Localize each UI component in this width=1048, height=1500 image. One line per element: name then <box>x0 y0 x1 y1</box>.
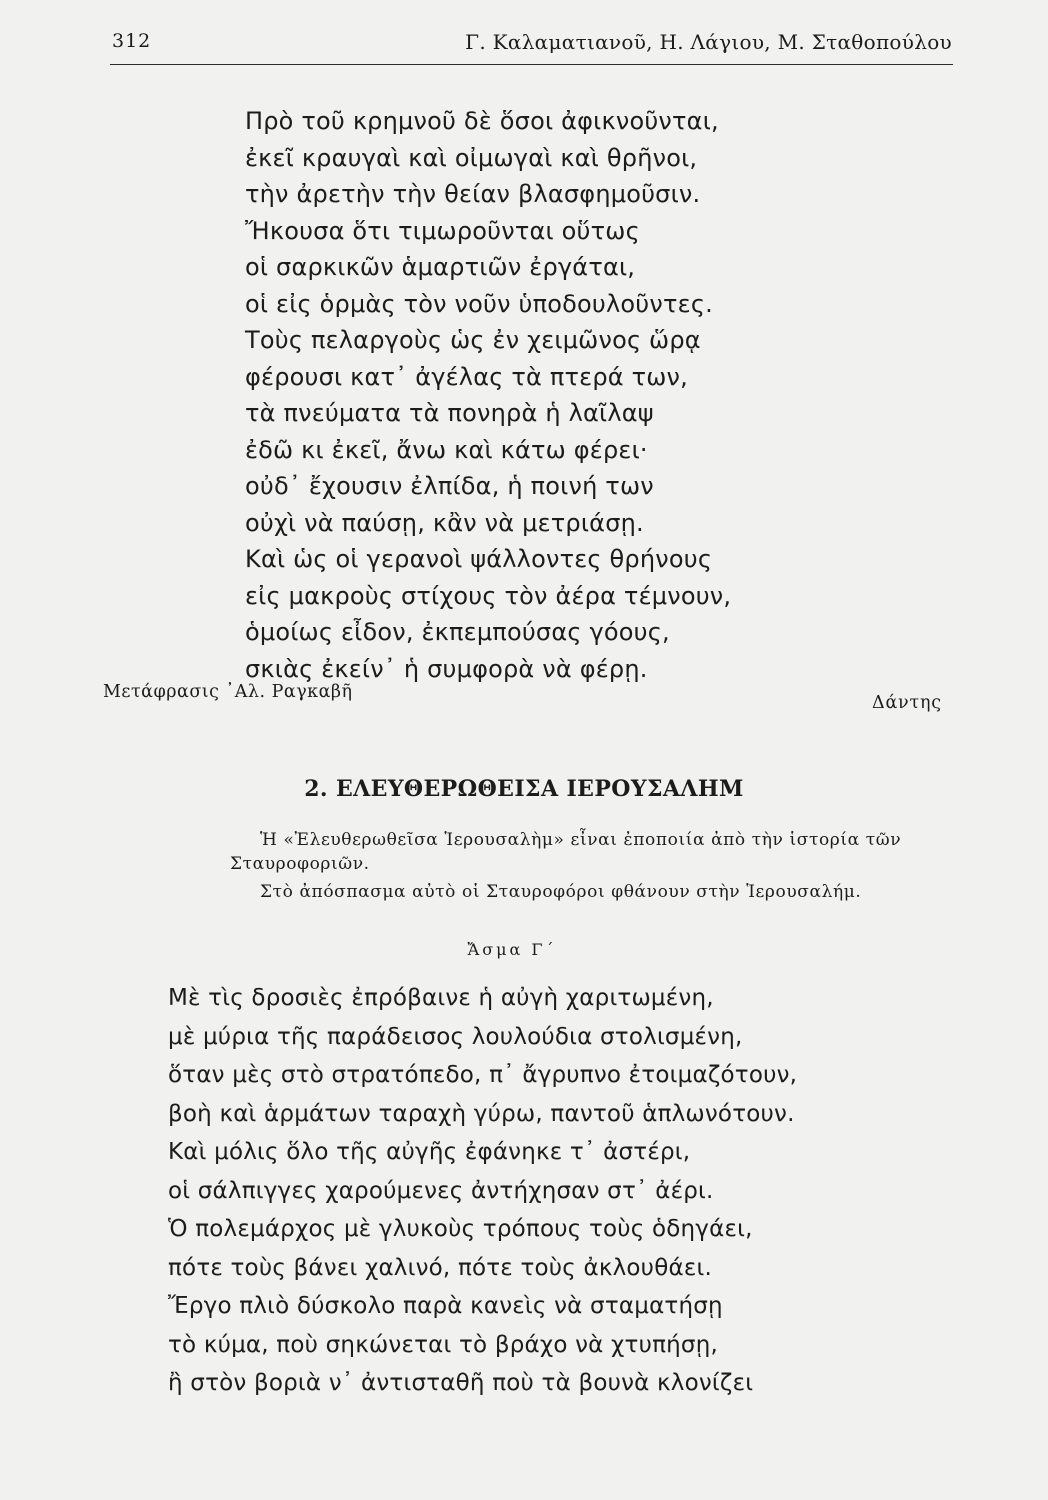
header-divider <box>110 64 953 65</box>
poem-line: Καὶ μόλις ὅλο τῆς αὐγῆς ἐφάνηκε τ᾽ ἀστέρι, <box>168 1139 691 1165</box>
poem-line: τὸ κύμα, ποὺ σηκώνεται τὸ βράχο νὰ χτυπήσῃ, <box>168 1331 718 1358</box>
poem-line: ἐδῶ κι ἐκεῖ, ἄνω καὶ κάτω φέρει· <box>245 435 648 464</box>
author-credit: Δάντης <box>872 693 942 713</box>
poem-line: σκιὰς ἐκείν᾽ ἡ συμφορὰ νὰ φέρῃ. <box>245 654 648 683</box>
intro-paragraph: Ἡ «Ἐλευθερωθεῖσα Ἱερουσαλὴμ» εἶναι ἐποποιία ἀπὸ τὴν ἱστορία τῶν Σταυροφοριῶν. <box>230 830 902 874</box>
poem-line: πότε τοὺς βάνει χαλινό, πότε τοὺς ἀκλουθάει. <box>168 1254 712 1281</box>
canto-label: Ἄσμα Γ´ <box>467 940 557 959</box>
poem-line: Ἤκουσα ὅτι τιμωροῦνται οὕτως <box>245 216 640 245</box>
poem-line: ὁμοίως εἶδον, ἐκπεμπούσας γόους, <box>245 618 670 646</box>
poem-line: τὴν ἀρετὴν τὴν θείαν βλασφημοῦσιν. <box>245 180 701 208</box>
page-number: 312 <box>112 30 152 52</box>
intro-paragraph: Στὸ ἀπόσπασμα αὐτὸ οἱ Σταυροφόροι φθάνουν στὴν Ἱερουσαλήμ. <box>260 882 862 902</box>
poem-line: Τοὺς πελαργοὺς ὡς ἐν χειμῶνος ὥρᾳ <box>245 326 701 354</box>
poem-line: τὰ πνεύματα τὰ πονηρὰ ἡ λαῖλαψ <box>245 399 654 427</box>
poem-line: φέρουσι κατ᾽ ἀγέλας τὰ πτερά των, <box>245 362 688 391</box>
poem-line: Μὲ τὶς δροσιὲς ἐπρόβαινε ἡ αὐγὴ χαριτωμένη, <box>168 985 714 1011</box>
translator-credit: Μετάφρασις ᾽Αλ. Ραγκαβῆ <box>103 682 353 702</box>
poem-line: εἰς μακροὺς στίχους τὸν ἀέρα τέμνουν, <box>245 581 732 610</box>
poem-jerusalem <box>168 979 928 1403</box>
poem-line: οὐχὶ νὰ παύσῃ, κἂν νὰ μετριάσῃ. <box>245 508 644 537</box>
poem-line: ὅταν μὲς στὸ στρατόπεδο, π᾽ ἄγρυπνο ἐτοιμαζότουν, <box>168 1062 798 1088</box>
poem-line: βοὴ καὶ ἁρμάτων ταραχὴ γύρω, παντοῦ ἁπλωνότουν. <box>168 1100 795 1127</box>
poem-dante <box>245 103 865 687</box>
poem-line: Πρὸ τοῦ κρημνοῦ δὲ ὅσοι ἀφικνοῦνται, <box>245 107 719 135</box>
poem-line: ἢ στὸν βοριὰ ν᾽ ἀντισταθῆ ποὺ τὰ βουνὰ κλονίζει <box>168 1370 754 1396</box>
canto-heading <box>0 940 1048 959</box>
poem-line: οὐδ᾽ ἔχουσιν ἐλπίδα, ἡ ποινή των <box>245 472 654 500</box>
poem-line: οἱ σάλπιγγες χαρούμενες ἀντήχησαν στ᾽ ἀέρι. <box>168 1177 714 1204</box>
section-intro <box>230 828 955 904</box>
section-title: 2. ΕΛΕΥΘΕΡΩΘΕΙΣΑ ΙΕΡΟΥΣΑΛΗΜ <box>304 776 744 802</box>
poem-line: μὲ μύρια τῆς παράδεισος λουλούδια στολισμένη, <box>168 1023 743 1050</box>
poem-line: οἱ σαρκικῶν ἁμαρτιῶν ἐργάται, <box>245 253 636 281</box>
poem-line: Ὁ πολεμάρχος μὲ γλυκοὺς τρόπους τοὺς ὁδηγάει, <box>168 1216 753 1242</box>
running-head: Γ. Καλαματιανοῦ, Η. Λάγιου, Μ. Σταθοπούλου <box>465 30 952 54</box>
poem-line: οἱ εἰς ὁρμὰς τὸν νοῦν ὑποδουλοῦντες. <box>245 289 713 318</box>
poem-line: Ἔργο πλιὸ δύσκολο παρὰ κανεὶς νὰ σταματήσῃ <box>168 1293 723 1319</box>
poem-line: ἐκεῖ κραυγαὶ καὶ οἰμωγαὶ καὶ θρῆνοι, <box>245 143 698 172</box>
poem-line: Καὶ ὡς οἱ γερανοὶ ψάλλοντες θρήνους <box>245 545 713 573</box>
page-header <box>112 30 952 60</box>
